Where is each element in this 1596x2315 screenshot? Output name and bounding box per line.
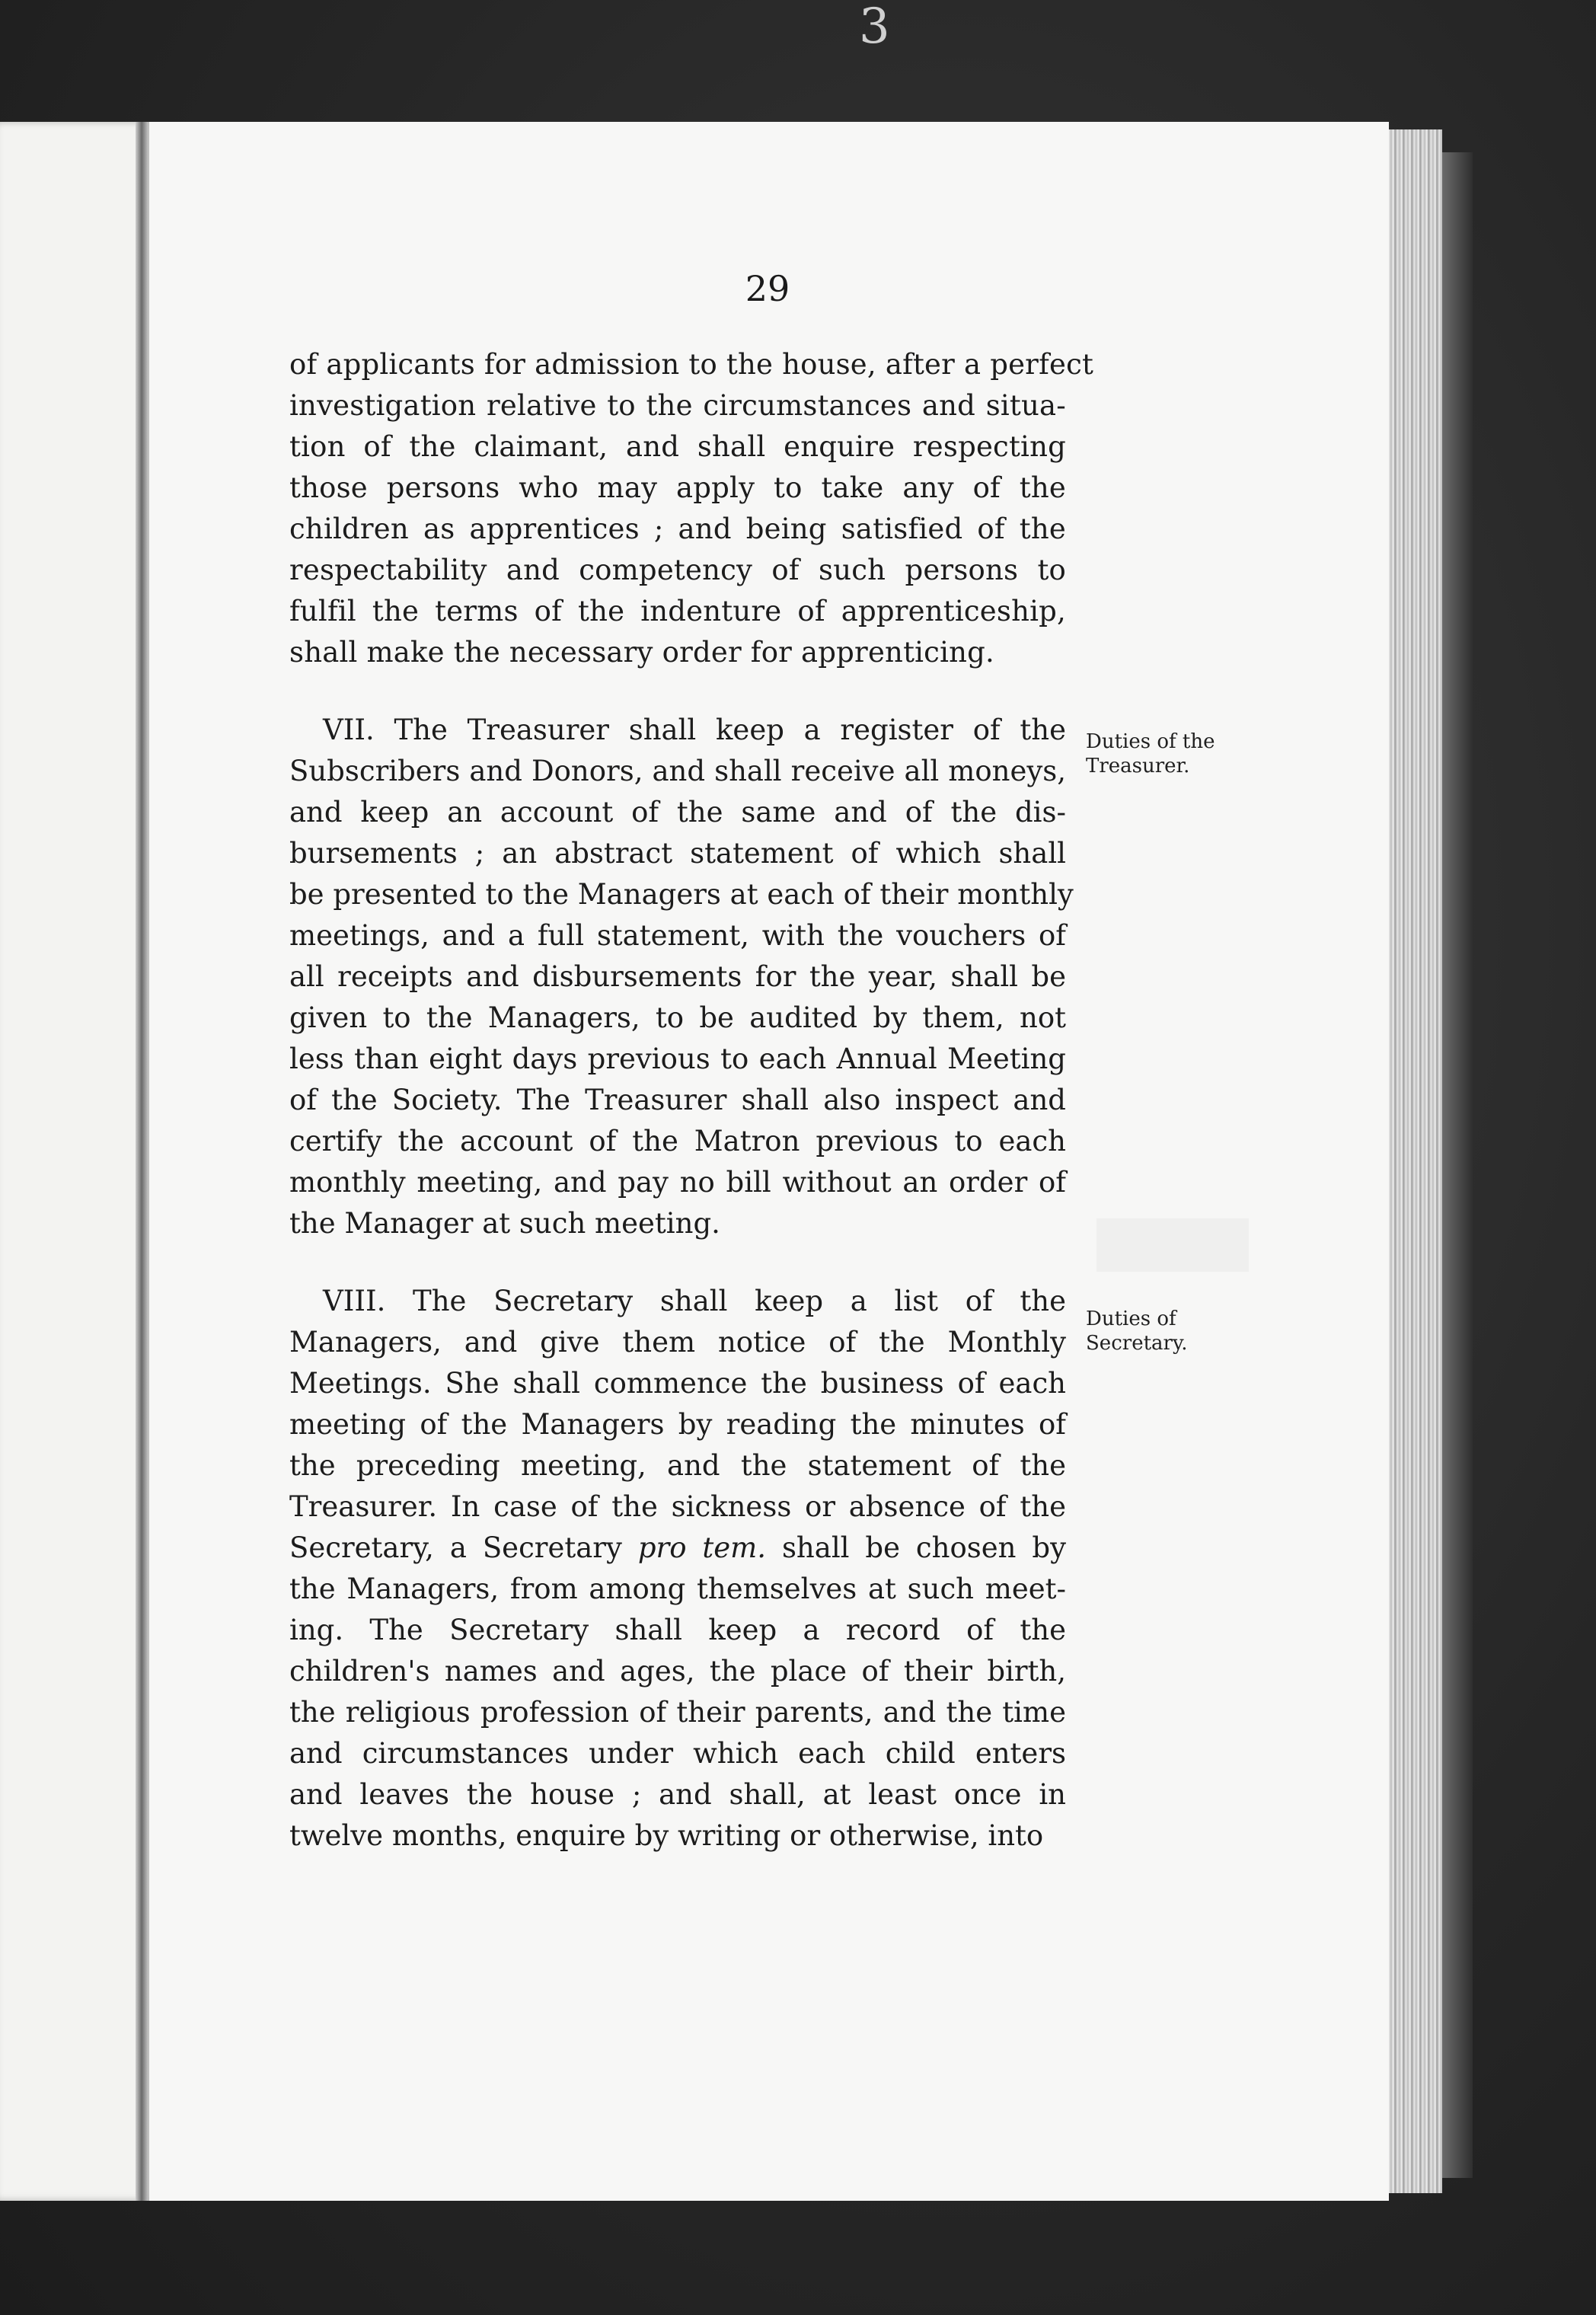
margin-note-line: Treasurer. [1086,755,1190,778]
text-line: investigation relative to the circumstances and situa- [289,389,1066,422]
text-line: twelve months, enquire by writing or otherwise, into [289,1819,1044,1852]
text-line: those persons who may apply to take any of the [289,471,1066,504]
body-text [289,344,1094,1857]
margin-note-line: Duties of the [1086,730,1215,753]
text-line: the Manager at such meeting. [289,1207,720,1240]
text-line: Managers, and give them notice of the Monthly [289,1326,1066,1359]
margin-note-line: Duties of [1086,1308,1176,1330]
text-line: and circumstances under which each child enters [289,1737,1066,1770]
book-gutter [136,122,148,2201]
text-line: VIII. The Secretary shall keep a list of the [323,1285,1066,1317]
page-number: 29 [745,268,790,309]
text-line: and leaves the house ; and shall, at least once in [289,1778,1066,1811]
text-line: shall make the necessary order for apprenticing. [289,636,995,669]
text-line: children's names and ages, the place of their birth, [289,1655,1066,1688]
text-line: given to the Managers, to be audited by them, not [289,1001,1066,1034]
text-line: Treasurer. In case of the sickness or absence of the [289,1490,1066,1523]
paragraph-applicants [289,344,1094,673]
text-line: certify the account of the Matron previous to each [289,1125,1066,1158]
paragraph-secretary [289,1281,1066,1857]
text-fragment: shall be chosen by [766,1531,1066,1564]
facing-page-edge [0,122,149,2201]
text-line: respectability and competency of such persons to [289,554,1066,586]
text-line: Meetings. She shall commence the business of each [289,1367,1066,1400]
text-line: VII. The Treasurer shall keep a register of the [323,714,1066,746]
page-block-edge [1389,129,1442,2193]
margin-note-secretary [1086,1307,1261,1355]
text-line: bursements ; an abstract statement of which shall [289,837,1066,870]
italic-phrase: pro tem. [637,1531,767,1564]
text-line: fulfil the terms of the indenture of apprenticeship, [289,595,1066,627]
text-line: the Managers, from among themselves at such meet- [289,1573,1066,1605]
margin-note-line: Secretary. [1086,1332,1188,1355]
show-through-shadow [1096,1218,1249,1272]
text-line: the preceding meeting, and the statement of the [289,1449,1066,1482]
cover-edge [1442,152,1473,2178]
text-line: and keep an account of the same and of the dis- [289,796,1066,829]
text-line: of the Society. The Treasurer shall also inspect and [289,1084,1066,1116]
text-line: Subscribers and Donors, and shall receive all moneys, [289,755,1066,787]
text-line: the religious profession of their parents, and the time [289,1696,1066,1729]
text-line: meeting of the Managers by reading the minutes of [289,1408,1066,1441]
text-line: all receipts and disbursements for the year, shall be [289,960,1066,993]
pencil-mark: 3 [859,0,890,55]
text-line: tion of the claimant, and shall enquire respecting [289,430,1066,463]
margin-note-treasurer [1086,730,1261,778]
text-line: meetings, and a full statement, with the vouchers of [289,919,1066,952]
text-fragment: Secretary, a Secretary [289,1531,638,1564]
text-line: ing. The Secretary shall keep a record of the [289,1614,1066,1646]
text-line: of applicants for admission to the house, after a perfect [289,348,1094,381]
text-line: monthly meeting, and pay no bill without an order of [289,1166,1066,1199]
text-line: less than eight days previous to each Annual Meeting [289,1043,1066,1075]
text-line-pro-tem [289,1528,1066,1569]
text-line: children as apprentices ; and being satisfied of the [289,512,1066,545]
text-line: be presented to the Managers at each of their monthly [289,878,1074,911]
paragraph-treasurer [289,710,1074,1244]
